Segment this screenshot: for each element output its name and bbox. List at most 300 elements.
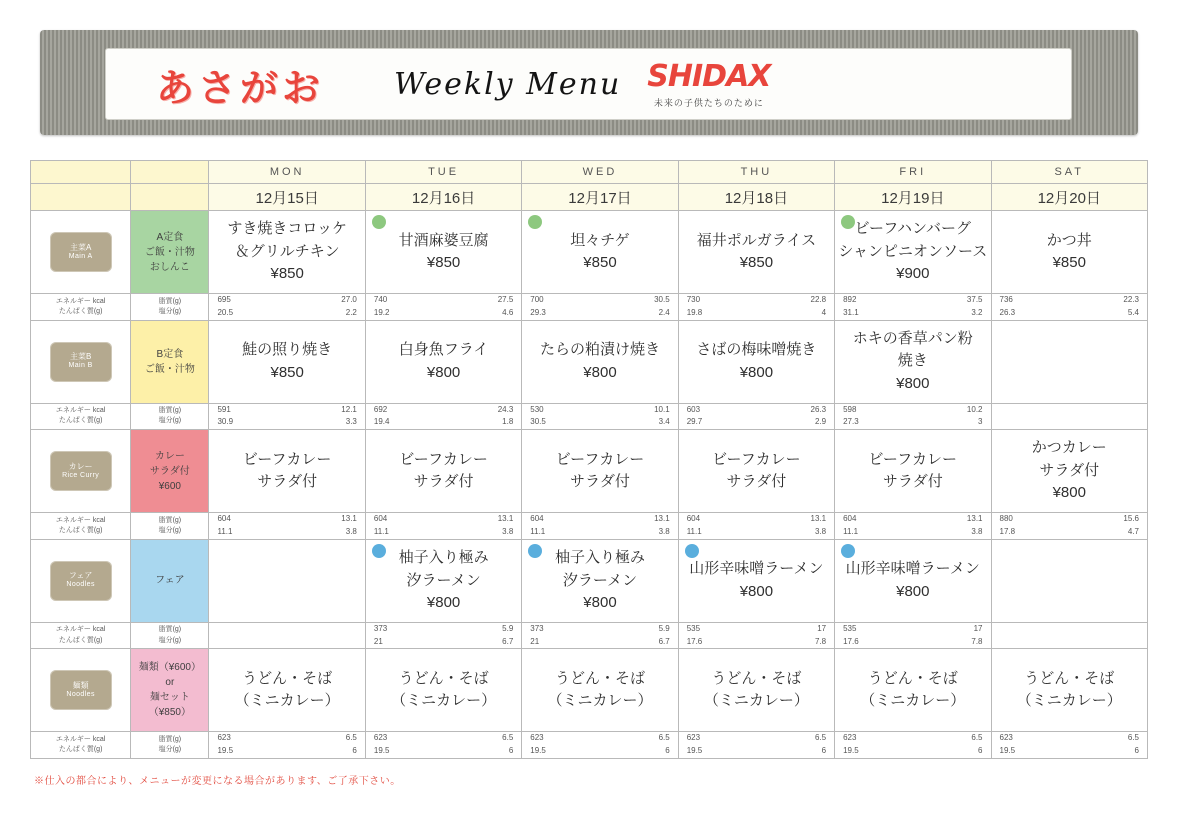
- nutrition-row-bottom: [522, 526, 677, 539]
- menu-item-cell: [991, 211, 1148, 294]
- table-header: [31, 161, 1148, 211]
- nutrition-protein: 17.6: [686, 636, 703, 646]
- meal-type-icon-jp: カレー: [68, 461, 93, 471]
- nutrition-label-units: [131, 732, 209, 759]
- asagao-logo: あさがお: [156, 65, 325, 110]
- day-header-wed: WED: [522, 161, 678, 184]
- nutrition-cell: [209, 403, 365, 430]
- menu-item-cell: [365, 539, 521, 622]
- nutrition-row: [31, 622, 1148, 649]
- nutrition-cell: [365, 403, 521, 430]
- nutrition-row-bottom: [366, 745, 521, 758]
- nutrition-row-top: [679, 623, 834, 636]
- menu-item-cell: [991, 430, 1148, 513]
- nutrition-cell: [365, 513, 521, 540]
- page-title: Weekly Menu: [394, 66, 622, 102]
- menu-item-name: かつ丼: [1046, 231, 1092, 249]
- nutrition-salt: 6.7: [658, 636, 670, 646]
- nutrition-protein: 11.1: [373, 526, 389, 536]
- menu-item-name: ホキの香草パン粉 焼き: [852, 329, 973, 370]
- nutrition-energy: 530: [530, 404, 544, 414]
- category-line: 麺セット: [149, 692, 190, 704]
- nutrition-energy: 880: [999, 514, 1013, 524]
- category-line: カレー: [154, 450, 185, 462]
- nutrition-label-fat: 脂質(g): [158, 297, 182, 305]
- nutrition-fat: 17: [973, 623, 983, 633]
- nutrition-label-salt: 塩分(g): [158, 746, 182, 754]
- nutrition-row-top: [835, 294, 990, 307]
- day-header-tue: TUE: [365, 161, 521, 184]
- nutrition-salt: 4.6: [502, 307, 514, 317]
- nutrition-protein: 19.5: [373, 746, 390, 756]
- nutrition-energy: 604: [530, 514, 544, 524]
- nutrition-protein: 21: [530, 636, 540, 646]
- nutrition-protein: 21: [373, 636, 383, 646]
- nutrition-label-protein: たんぱく質(g): [58, 417, 103, 425]
- nutrition-energy: 700: [530, 295, 544, 304]
- menu-item-name: ビーフカレー サラダ付: [242, 450, 332, 491]
- menu-item-name: 山形辛味噌ラーメン: [845, 560, 980, 578]
- nutrition-fat: 6.5: [971, 733, 983, 743]
- menu-item-cell: [209, 539, 365, 622]
- meal-type-icon: [50, 670, 112, 710]
- highlight-dot-icon: [841, 215, 855, 229]
- nutrition-energy: 623: [217, 733, 231, 743]
- highlight-dot-icon: [372, 215, 386, 229]
- nutrition-protein: 19.5: [530, 746, 546, 756]
- nutrition-cell: [678, 294, 834, 321]
- header-corner-icon: [31, 161, 131, 184]
- category-line: フェア: [155, 575, 185, 587]
- menu-item-price: ¥800: [896, 374, 930, 392]
- nutrition-row-top: [835, 732, 990, 745]
- nutrition-row-top: [522, 513, 677, 526]
- nutrition-fat: 37.5: [966, 295, 983, 304]
- nutrition-row-top: [992, 513, 1148, 526]
- menu-item-name: うどん・そば （ミニカレー）: [391, 669, 497, 710]
- date-corner-category: [131, 184, 209, 211]
- menu-item-price: ¥850: [739, 254, 774, 271]
- nutrition-label-protein: たんぱく質(g): [58, 746, 103, 754]
- nutrition-salt: 6.7: [502, 636, 514, 646]
- nutrition-fat: 13.1: [497, 514, 514, 524]
- header-banner: [40, 30, 1138, 135]
- nutrition-energy: 695: [217, 295, 231, 304]
- nutrition-row-bottom: [522, 307, 677, 320]
- nutrition-salt: 3.8: [502, 526, 514, 536]
- nutrition-row-bottom: [679, 307, 834, 320]
- nutrition-label-energy: エネルギー kcal: [55, 736, 106, 744]
- nutrition-row-top: [992, 732, 1148, 745]
- nutrition-protein: 17.6: [843, 636, 859, 646]
- nutrition-row-bottom: [366, 526, 521, 539]
- nutrition-row-bottom: [209, 307, 364, 320]
- nutrition-label-fat: 脂質(g): [158, 626, 182, 634]
- menu-item-price: ¥850: [583, 254, 617, 271]
- menu-item-cell: [678, 539, 834, 622]
- menu-item-price: ¥850: [270, 265, 304, 283]
- nutrition-salt: 3.8: [971, 526, 983, 536]
- nutrition-row: [31, 294, 1148, 321]
- menu-item-name: たらの粕漬け焼き: [539, 341, 660, 359]
- day-header-sat: SAT: [991, 161, 1148, 184]
- meal-type-icon: [50, 451, 112, 491]
- category-line: or: [165, 677, 175, 689]
- nutrition-cell: [835, 403, 991, 430]
- date-fri: 12月19日: [835, 184, 991, 211]
- nutrition-cell: [209, 622, 365, 649]
- menu-item-cell: [678, 430, 834, 513]
- nutrition-salt: 4: [821, 307, 827, 317]
- category-line: A定食: [156, 231, 184, 243]
- nutrition-fat: 27.0: [341, 295, 357, 304]
- row-icon-cell: [31, 649, 131, 732]
- nutrition-energy: 373: [530, 623, 544, 633]
- nutrition-energy: 730: [686, 295, 701, 304]
- nutrition-label-salt: 塩分(g): [158, 307, 182, 315]
- shidax-tagline: 未来の子供たちのために: [653, 98, 764, 108]
- day-header-row: [31, 161, 1148, 184]
- nutrition-protein: 31.1: [843, 307, 859, 317]
- menu-item-price: ¥800: [583, 363, 617, 381]
- menu-item-price: ¥850: [426, 254, 461, 271]
- menu-item-cell: [522, 430, 678, 513]
- nutrition-cell: [522, 294, 678, 321]
- menu-item-name: 福井ポルガライス: [696, 231, 817, 249]
- menu-item-name: ビーフカレー サラダ付: [555, 450, 645, 491]
- nutrition-cell: [678, 403, 834, 430]
- nutrition-energy: 535: [843, 623, 857, 633]
- highlight-dot-icon: [528, 544, 542, 558]
- nutrition-protein: 11.1: [686, 526, 702, 536]
- nutrition-protein: 19.5: [686, 746, 703, 756]
- nutrition-energy: 604: [373, 514, 388, 524]
- menu-item-price: ¥800: [426, 363, 461, 381]
- menu-item-cell: [835, 211, 991, 294]
- menu-row: [31, 320, 1148, 403]
- nutrition-row-bottom: [679, 416, 834, 429]
- nutrition-energy: 740: [373, 295, 388, 304]
- nutrition-row-bottom: [679, 636, 834, 649]
- nutrition-energy: 736: [999, 295, 1013, 304]
- nutrition-salt: 6: [665, 746, 670, 756]
- menu-item-cell: [678, 211, 834, 294]
- nutrition-row-bottom: [992, 307, 1148, 320]
- shidax-brand: [647, 59, 770, 109]
- nutrition-fat: 17: [817, 623, 827, 633]
- row-icon-cell: [31, 430, 131, 513]
- footnote: ※仕入の都合により、メニューが変更になる場合があります、ご了承下さい。: [34, 776, 401, 787]
- menu-item-cell: [991, 539, 1148, 622]
- nutrition-salt: 3.3: [345, 417, 357, 427]
- nutrition-label-energy: エネルギー kcal: [55, 626, 106, 634]
- nutrition-row-top: [366, 623, 521, 636]
- nutrition-row-bottom: [835, 526, 990, 539]
- meal-type-icon-en: Main B: [68, 362, 93, 370]
- nutrition-energy: 373: [373, 623, 388, 633]
- nutrition-energy: 603: [686, 404, 701, 414]
- highlight-dot-icon: [841, 544, 855, 558]
- nutrition-row: [31, 403, 1148, 430]
- nutrition-fat: 6.5: [814, 733, 827, 743]
- nutrition-cell: [678, 622, 834, 649]
- nutrition-fat: 13.1: [810, 514, 827, 524]
- nutrition-protein: 19.5: [843, 746, 859, 756]
- nutrition-protein: 19.4: [373, 417, 390, 427]
- nutrition-cell: [209, 732, 365, 759]
- nutrition-salt: 3.4: [658, 417, 670, 427]
- nutrition-label-salt: 塩分(g): [158, 636, 182, 644]
- nutrition-protein: 11.1: [530, 526, 546, 536]
- nutrition-fat: 6.5: [658, 733, 670, 743]
- nutrition-row-top: [835, 404, 990, 417]
- nutrition-row-top: [366, 404, 521, 417]
- nutrition-energy: 591: [217, 404, 231, 414]
- date-tue: 12月16日: [365, 184, 521, 211]
- nutrition-protein: 29.7: [686, 417, 703, 427]
- nutrition-row-top: [366, 294, 521, 307]
- menu-item-price: ¥900: [896, 265, 930, 283]
- menu-item-name: ビーフハンバーグ シャンピニオンソース: [838, 220, 988, 260]
- meal-type-icon-en: Noodles: [66, 581, 95, 589]
- menu-item-cell: [522, 649, 678, 732]
- nutrition-fat: 6.5: [345, 733, 357, 743]
- menu-item-cell: [835, 539, 991, 622]
- nutrition-row-top: [522, 294, 677, 307]
- nutrition-row-top: [522, 623, 677, 636]
- menu-item-cell: [365, 649, 521, 732]
- row-category-cell: [131, 430, 209, 513]
- nutrition-cell: [678, 732, 834, 759]
- menu-item-name: かつカレー サラダ付: [1031, 439, 1107, 479]
- nutrition-label-fat: 脂質(g): [158, 736, 182, 744]
- nutrition-label-units: [131, 622, 209, 649]
- menu-item-name: 甘酒麻婆豆腐: [398, 231, 489, 249]
- meal-type-icon: [50, 561, 112, 601]
- nutrition-fat: 10.2: [966, 404, 983, 414]
- nutrition-row-bottom: [992, 745, 1148, 758]
- nutrition-cell: [835, 294, 991, 321]
- menu-item-cell: [365, 320, 521, 403]
- nutrition-label-salt: 塩分(g): [158, 417, 182, 425]
- menu-item-cell: [835, 649, 991, 732]
- meal-type-icon-jp: 主菜B: [69, 352, 92, 362]
- nutrition-fat: 5.9: [502, 623, 514, 633]
- nutrition-label-salt: 塩分(g): [158, 526, 182, 534]
- nutrition-label-fat: 脂質(g): [158, 407, 182, 415]
- category-line: （¥850）: [148, 707, 191, 719]
- nutrition-energy: 623: [530, 733, 544, 743]
- nutrition-protein: 19.5: [999, 746, 1016, 756]
- date-sat: 12月20日: [991, 184, 1148, 211]
- nutrition-cell: [209, 513, 365, 540]
- nutrition-salt: 3.8: [345, 526, 357, 536]
- nutrition-salt: 3: [978, 417, 983, 427]
- nutrition-label-left: [31, 294, 131, 321]
- nutrition-fat: 26.3: [810, 404, 827, 414]
- nutrition-salt: 6: [508, 746, 514, 756]
- menu-item-cell: [678, 649, 834, 732]
- nutrition-label-energy: エネルギー kcal: [55, 297, 106, 305]
- day-header-mon: MON: [209, 161, 365, 184]
- nutrition-row-bottom: [835, 636, 990, 649]
- nutrition-cell: [522, 732, 678, 759]
- day-header-thu: THU: [678, 161, 834, 184]
- nutrition-energy: 892: [843, 295, 857, 304]
- nutrition-energy: 604: [843, 514, 857, 524]
- row-icon-cell: [31, 211, 131, 294]
- nutrition-cell: [991, 513, 1148, 540]
- nutrition-cell: [522, 622, 678, 649]
- nutrition-row-top: [209, 513, 364, 526]
- menu-item-price: ¥800: [896, 582, 930, 600]
- nutrition-row: [31, 732, 1148, 759]
- meal-type-icon: [50, 342, 112, 382]
- category-line: ご飯・汁物: [144, 363, 195, 375]
- nutrition-cell: [365, 294, 521, 321]
- nutrition-row-bottom: [679, 526, 834, 539]
- menu-item-price: ¥850: [270, 363, 304, 381]
- menu-item-cell: [991, 649, 1148, 732]
- nutrition-fat: 12.1: [341, 404, 357, 414]
- nutrition-salt: 6: [821, 746, 827, 756]
- nutrition-protein: 29.3: [530, 307, 546, 317]
- nutrition-label-protein: たんぱく質(g): [58, 526, 103, 534]
- nutrition-row-bottom: [209, 416, 364, 429]
- meal-type-icon-en: Rice Curry: [62, 471, 100, 479]
- row-category-cell: [131, 649, 209, 732]
- meal-type-icon-en: Noodles: [66, 691, 95, 698]
- nutrition-label-left: [31, 513, 131, 540]
- nutrition-label-energy: エネルギー kcal: [55, 407, 106, 415]
- menu-item-cell: [522, 320, 678, 403]
- nutrition-salt: 7.8: [814, 636, 827, 646]
- nutrition-protein: 20.5: [217, 307, 234, 317]
- nutrition-fat: 13.1: [966, 514, 983, 524]
- menu-item-name: すき焼きコロッケ ＆グリルチキン: [227, 220, 348, 260]
- menu-item-name: 柚子入り極み 汐ラーメン: [554, 549, 645, 589]
- nutrition-salt: 5.4: [1127, 307, 1139, 317]
- meal-type-icon-jp: 麺類: [72, 681, 89, 690]
- nutrition-cell: [991, 294, 1148, 321]
- menu-item-name: うどん・そば （ミニカレー）: [860, 669, 966, 710]
- menu-item-cell: [678, 320, 834, 403]
- nutrition-fat: 13.1: [654, 514, 670, 524]
- nutrition-protein: 30.5: [530, 417, 546, 427]
- nutrition-row-top: [522, 732, 677, 745]
- nutrition-cell: [835, 732, 991, 759]
- menu-item-cell: [522, 211, 678, 294]
- menu-item-cell: [209, 320, 365, 403]
- menu-item-cell: [365, 430, 521, 513]
- nutrition-label-protein: たんぱく質(g): [58, 307, 103, 315]
- nutrition-fat: 30.5: [654, 295, 670, 304]
- weekly-menu-table: [30, 160, 1148, 759]
- nutrition-energy: 535: [686, 623, 701, 633]
- menu-item-name: うどん・そば （ミニカレー）: [703, 669, 809, 710]
- nutrition-row: [31, 513, 1148, 540]
- menu-row: [31, 211, 1148, 294]
- nutrition-salt: 3.8: [814, 526, 827, 536]
- nutrition-row-top: [209, 732, 364, 745]
- nutrition-cell: [835, 622, 991, 649]
- nutrition-row-top: [522, 404, 677, 417]
- nutrition-cell: [522, 513, 678, 540]
- nutrition-row-bottom: [209, 526, 364, 539]
- menu-item-price: ¥800: [739, 363, 774, 381]
- nutrition-salt: 6: [352, 746, 357, 756]
- nutrition-protein: 19.8: [686, 307, 703, 317]
- nutrition-row-bottom: [522, 745, 677, 758]
- menu-item-name: ビーフカレー サラダ付: [399, 450, 488, 491]
- nutrition-label-left: [31, 403, 131, 430]
- row-category-cell: [131, 211, 209, 294]
- nutrition-row-top: [992, 294, 1148, 307]
- category-line: B定食: [156, 348, 184, 360]
- row-category-cell: [131, 320, 209, 403]
- menu-item-cell: [835, 430, 991, 513]
- highlight-dot-icon: [685, 544, 699, 558]
- nutrition-row-bottom: [835, 416, 990, 429]
- nutrition-salt: 2.4: [658, 307, 670, 317]
- nutrition-protein: 17.8: [999, 526, 1016, 536]
- nutrition-energy: 604: [686, 514, 701, 524]
- nutrition-row-top: [679, 294, 834, 307]
- menu-row: [31, 430, 1148, 513]
- nutrition-row-bottom: [522, 416, 677, 429]
- menu-item-name: ビーフカレー サラダ付: [712, 450, 801, 491]
- category-line: ご飯・汁物: [144, 246, 195, 258]
- category-line: ¥600: [158, 480, 181, 492]
- nutrition-row-bottom: [366, 636, 521, 649]
- nutrition-label-units: [131, 513, 209, 540]
- nutrition-cell: [991, 622, 1148, 649]
- nutrition-protein: 30.9: [217, 417, 234, 427]
- nutrition-label-left: [31, 622, 131, 649]
- menu-row: [31, 649, 1148, 732]
- nutrition-protein: 11.1: [843, 526, 859, 536]
- nutrition-row-bottom: [366, 416, 521, 429]
- date-mon: 12月15日: [209, 184, 365, 211]
- nutrition-fat: 6.5: [502, 733, 514, 743]
- nutrition-salt: 3.8: [658, 526, 670, 536]
- nutrition-protein: 19.2: [373, 307, 390, 317]
- nutrition-protein: 27.3: [843, 417, 859, 427]
- nutrition-energy: 623: [686, 733, 701, 743]
- nutrition-row-top: [835, 513, 990, 526]
- nutrition-label-units: [131, 294, 209, 321]
- header-banner-inner: [105, 48, 1072, 120]
- day-header-fri: FRI: [835, 161, 991, 184]
- nutrition-fat: 13.1: [341, 514, 357, 524]
- nutrition-row-top: [209, 404, 364, 417]
- nutrition-salt: 6: [1134, 746, 1139, 756]
- category-line: おしんこ: [149, 261, 190, 273]
- nutrition-fat: 27.5: [497, 295, 514, 304]
- menu-item-price: ¥850: [1052, 254, 1086, 271]
- nutrition-row-top: [679, 513, 834, 526]
- date-thu: 12月18日: [678, 184, 834, 211]
- nutrition-salt: 2.2: [345, 307, 357, 317]
- nutrition-cell: [835, 513, 991, 540]
- menu-item-cell: [209, 211, 365, 294]
- highlight-dot-icon: [372, 544, 386, 558]
- nutrition-fat: 10.1: [654, 404, 670, 414]
- nutrition-energy: 604: [217, 514, 231, 524]
- nutrition-cell: [209, 294, 365, 321]
- menu-item-cell: [522, 539, 678, 622]
- menu-item-cell: [991, 320, 1148, 403]
